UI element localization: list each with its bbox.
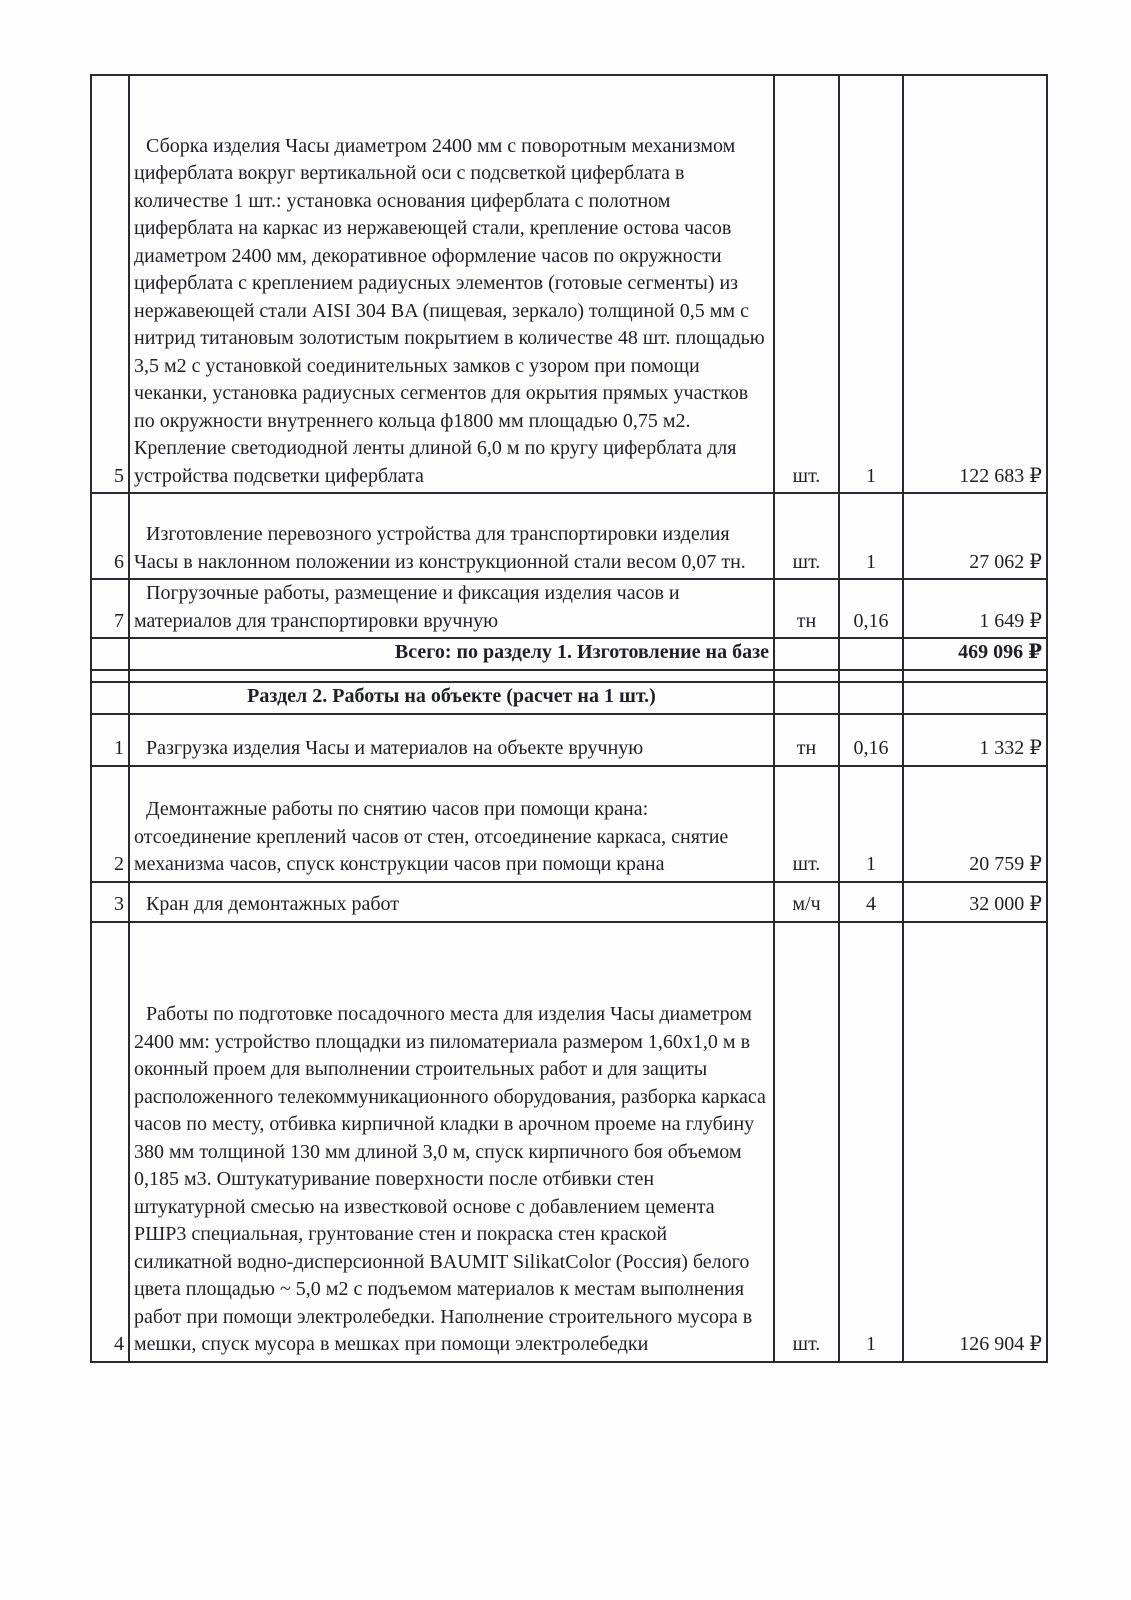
row-description — [129, 75, 774, 493]
row-unit: шт. — [774, 75, 839, 493]
row-price: 27 062 ₽ — [903, 493, 1047, 579]
row-description-text: Разгрузка изделия Часы и материалов на объекте вручную — [146, 737, 644, 759]
row-number: 6 — [91, 493, 129, 579]
row-quantity: 1 — [839, 766, 903, 882]
row-unit: тн — [774, 579, 839, 638]
row-unit: м/ч — [774, 882, 839, 922]
blank-cell — [91, 670, 129, 682]
row-unit: шт. — [774, 922, 839, 1362]
row-price: 20 759 ₽ — [903, 766, 1047, 882]
row-quantity: 1 — [839, 493, 903, 579]
section-total-label: Всего: по разделу 1. Изготовление на базе — [129, 638, 774, 670]
row-number: 5 — [91, 75, 129, 493]
row-price: 32 000 ₽ — [903, 882, 1047, 922]
row-number: 4 — [91, 922, 129, 1362]
blank-cell — [129, 670, 774, 682]
row-unit: шт. — [774, 493, 839, 579]
blank-cell — [774, 670, 839, 682]
row-price: 126 904 ₽ — [903, 922, 1047, 1362]
section-total-row — [91, 638, 1047, 670]
table-row — [91, 766, 1047, 882]
table-row — [91, 882, 1047, 922]
row-number: 7 — [91, 579, 129, 638]
blank-cell — [903, 682, 1047, 714]
row-price: 1 649 ₽ — [903, 579, 1047, 638]
row-description-text: Сборка изделия Часы диаметром 2400 мм с поворотным механизмом циферблата вокруг вертикальной оси с подсветкой циферблата в количестве 1 шт.: установка основания циферблата с полотном циферблата на каркас из нержавеющей стали, крепление остова часов диаметром 2400 мм, декоративное оформление часов по окружности циферблата с креплением радиусных элементов (готовые сегменты) из нержавеющей стали AISI 304 BA (пищевая, зеркало) толщиной 0,5 мм с нитрид титановым золотистым покрытием в количестве 48 шт. площадью 3,5 м2 с установкой соединительных замков с узором при помощи чеканки, установка радиусных сегментов для окрытия прямых участков по окружности внутреннего кольца ф1800 мм площадью 0,75 м2. Крепление светодиодной ленты длиной 6,0 м по кругу циферблата для устройства подсветки циферблата — [134, 134, 765, 487]
row-quantity: 4 — [839, 882, 903, 922]
spacer-row — [91, 670, 1047, 682]
row-number: 3 — [91, 882, 129, 922]
table-row — [91, 579, 1047, 638]
table-row — [91, 75, 1047, 493]
table-row — [91, 922, 1047, 1362]
row-description — [129, 766, 774, 882]
blank-cell — [91, 682, 129, 714]
row-quantity: 0,16 — [839, 579, 903, 638]
row-description — [129, 922, 774, 1362]
row-unit: шт. — [774, 766, 839, 882]
row-description-text: Демонтажные работы по снятию часов при помощи крана: отсоединение креплений часов от стен, отсоединение каркаса, снятие механизма часов, спуск конструкции часов при помощи крана — [134, 798, 729, 875]
section-heading-row — [91, 682, 1047, 714]
row-quantity: 1 — [839, 75, 903, 493]
row-description — [129, 579, 774, 638]
row-quantity: 0,16 — [839, 714, 903, 766]
row-description-text: Погрузочные работы, размещение и фиксация изделия часов и материалов для транспортировки вручную — [134, 582, 680, 632]
row-description-text: Изготовление перевозного устройства для транспортировки изделия Часы в наклонном положении из конструкционной стали весом 0,07 тн. — [134, 523, 746, 573]
row-quantity: 1 — [839, 922, 903, 1362]
blank-cell — [774, 682, 839, 714]
row-description — [129, 493, 774, 579]
blank-cell — [839, 682, 903, 714]
blank-cell — [839, 638, 903, 670]
row-description — [129, 882, 774, 922]
row-number: 1 — [91, 714, 129, 766]
blank-cell — [839, 670, 903, 682]
table-row — [91, 493, 1047, 579]
row-number: 2 — [91, 766, 129, 882]
estimate-table — [90, 74, 1048, 1363]
section-total-value: 469 096 ₽ — [903, 638, 1047, 670]
row-price: 1 332 ₽ — [903, 714, 1047, 766]
blank-cell — [91, 638, 129, 670]
row-description — [129, 714, 774, 766]
section-title: Раздел 2. Работы на объекте (расчет на 1 шт.) — [129, 682, 774, 714]
row-price: 122 683 ₽ — [903, 75, 1047, 493]
blank-cell — [903, 670, 1047, 682]
row-unit: тн — [774, 714, 839, 766]
blank-cell — [774, 638, 839, 670]
row-description-text: Работы по подготовке посадочного места для изделия Часы диаметром 2400 мм: устройство площадки из пиломатериала размером 1,60х1,0 м в оконный проем для выполнении строительных работ и для защиты расположенного телекоммуникационного оборудования, разборка каркаса часов по месту, отбивка кирпичной кладки в арочном проеме на глубину 380 мм толщиной 130 мм длиной 3,0 м, спуск кирпичного боя объемом 0,185 м3. Оштукатуривание поверхности после отбивки стен штукатурной смесью на известковой основе с добавлением цемента РШР3 специальная, грунтование стен и покраска стен краской силикатной водно-дисперсионной BAUMIT SilikatColor (Россия) белого цвета площадью ~ 5,0 м2 с подъемом материалов к местам выполнения работ при помощи электролебедки. Наполнение строительного мусора в мешки, спуск мусора в мешках при помощи электролебедки — [134, 1003, 766, 1355]
table-row — [91, 714, 1047, 766]
row-description-text: Кран для демонтажных работ — [146, 893, 400, 915]
